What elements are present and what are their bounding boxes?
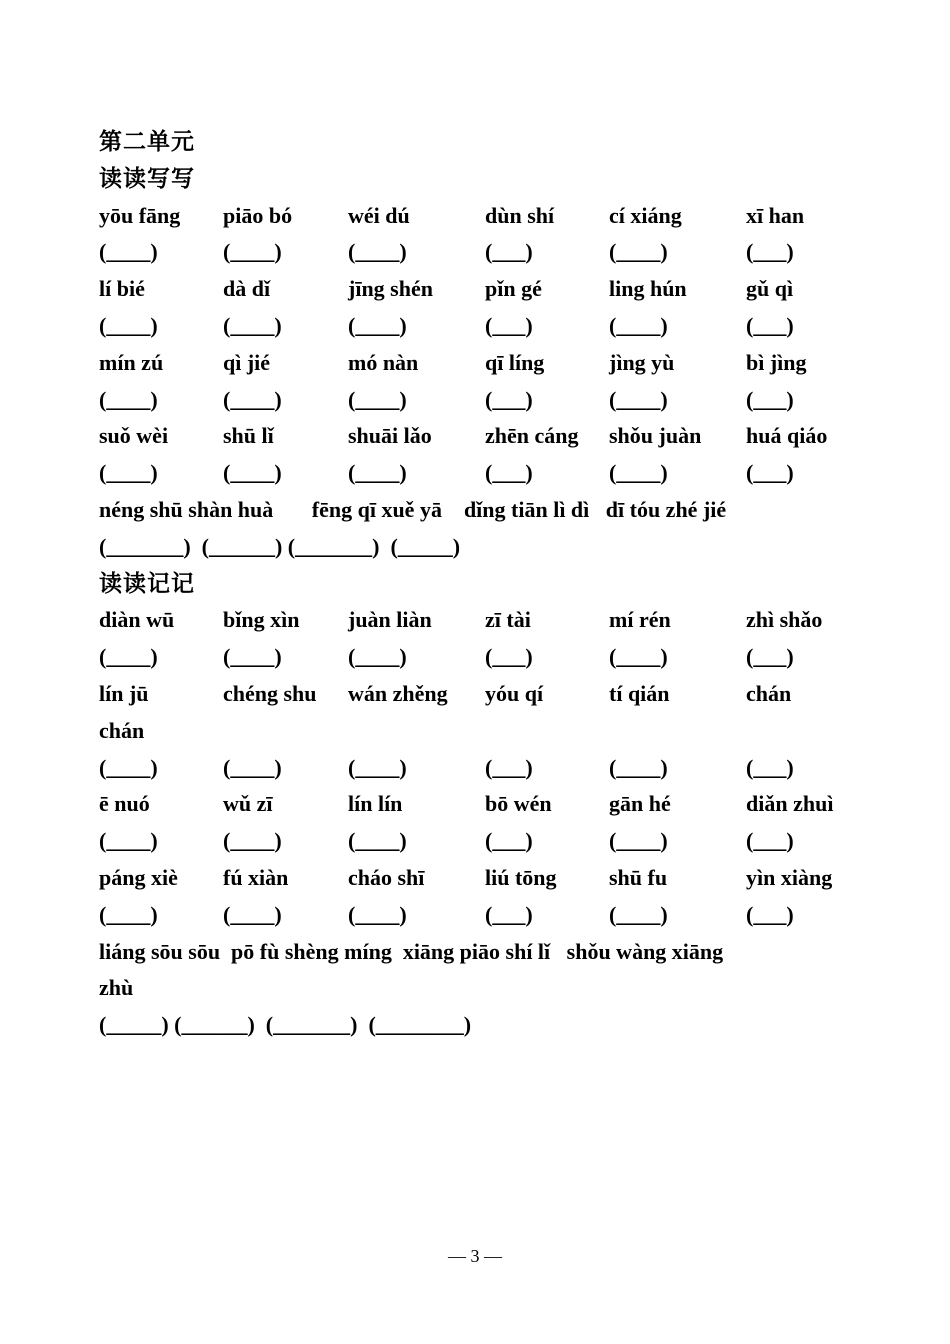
- pinyin-word: mó nàn: [348, 349, 419, 375]
- pinyin-word: yìn xiàng: [746, 864, 833, 890]
- answer-blank[interactable]: (___): [746, 312, 794, 338]
- answer-blank[interactable]: (____): [609, 901, 668, 927]
- pinyin-word: shuāi lǎo: [348, 423, 432, 449]
- answer-blank[interactable]: (____): [348, 828, 407, 854]
- answer-blank[interactable]: (___): [485, 312, 533, 338]
- answer-blank[interactable]: (____): [223, 239, 282, 265]
- answer-blank[interactable]: (___): [746, 386, 794, 412]
- word-row: [99, 271, 859, 308]
- word-row: [99, 308, 859, 345]
- pinyin-word: lín lín: [348, 791, 403, 817]
- answer-blank[interactable]: (___): [485, 754, 533, 780]
- pinyin-word: gān hé: [609, 791, 671, 817]
- pinyin-word: qì jié: [223, 349, 271, 375]
- answer-blank[interactable]: (____): [609, 754, 668, 780]
- answer-blank[interactable]: (____): [223, 386, 282, 412]
- pinyin-word: diàn wū: [99, 607, 175, 633]
- answer-blank[interactable]: (____): [99, 386, 158, 412]
- answer-blank[interactable]: (___): [485, 386, 533, 412]
- word-row: [99, 897, 859, 934]
- pinyin-word: piāo bó: [223, 202, 293, 228]
- pinyin-word: xī han: [746, 202, 805, 228]
- word-row: [99, 750, 859, 787]
- answer-blank[interactable]: (___): [485, 644, 533, 670]
- answer-blank[interactable]: (___): [485, 828, 533, 854]
- word-row: [99, 639, 859, 676]
- answer-blank[interactable]: (____): [223, 644, 282, 670]
- answer-blank[interactable]: (___): [746, 460, 794, 486]
- pinyin-word: chéng shu: [223, 680, 317, 706]
- answer-blank[interactable]: (____): [99, 754, 158, 780]
- unit-title: 第二单元: [99, 129, 195, 154]
- pinyin-word: jīng shén: [348, 276, 433, 302]
- pinyin-word: dùn shí: [485, 202, 555, 228]
- pinyin-word: chán: [746, 680, 792, 706]
- pinyin-word: shū fu: [609, 864, 668, 890]
- answer-blank[interactable]: (____): [99, 644, 158, 670]
- answer-blank[interactable]: (____): [609, 312, 668, 338]
- pinyin-word: qī líng: [485, 349, 545, 375]
- idioms-pinyin-line2: zhù: [99, 975, 134, 1001]
- pinyin-word: zhì shǎo: [746, 607, 823, 633]
- word-row: [99, 234, 859, 271]
- pinyin-word: bǐng xìn: [223, 607, 300, 633]
- pinyin-word: fú xiàn: [223, 864, 289, 890]
- answer-blank[interactable]: (___): [746, 644, 794, 670]
- pinyin-word: huá qiáo: [746, 423, 828, 449]
- section2-idioms-cont: [99, 970, 859, 1007]
- pinyin-word: suǒ wèi: [99, 423, 169, 449]
- page-number: — 3 —: [448, 1246, 502, 1266]
- idiom-blanks: (_____) (______) (_______) (________): [99, 1012, 472, 1038]
- pinyin-word: wéi dú: [348, 202, 410, 228]
- word-row: [99, 860, 859, 897]
- answer-blank[interactable]: (____): [609, 239, 668, 265]
- pinyin-word: jìng yù: [609, 349, 675, 375]
- pinyin-word: liú tōng: [485, 864, 557, 890]
- answer-blank[interactable]: (___): [485, 460, 533, 486]
- pinyin-word: yóu qí: [485, 680, 544, 706]
- answer-blank[interactable]: (____): [609, 460, 668, 486]
- answer-blank[interactable]: (____): [99, 239, 158, 265]
- answer-blank[interactable]: (____): [223, 754, 282, 780]
- answer-blank[interactable]: (___): [746, 828, 794, 854]
- answer-blank[interactable]: (____): [99, 312, 158, 338]
- answer-blank[interactable]: (___): [746, 754, 794, 780]
- word-row: [99, 786, 859, 823]
- pinyin-word: cháo shī: [348, 864, 425, 890]
- pinyin-word: shǒu juàn: [609, 423, 702, 449]
- answer-blank[interactable]: (____): [609, 644, 668, 670]
- pinyin-word: tí qián: [609, 680, 670, 706]
- answer-blank[interactable]: (___): [485, 901, 533, 927]
- word-row: [99, 382, 859, 419]
- answer-blank[interactable]: (____): [348, 460, 407, 486]
- answer-blank[interactable]: (____): [223, 828, 282, 854]
- section1-idioms: [99, 492, 859, 529]
- pinyin-word: zhēn cáng: [485, 423, 579, 449]
- answer-blank[interactable]: (____): [348, 644, 407, 670]
- pinyin-word: páng xiè: [99, 864, 178, 890]
- pinyin-word: wǔ zī: [223, 791, 273, 817]
- word-row: [99, 676, 859, 713]
- idiom-blanks: (_______) (______) (_______) (_____): [99, 533, 461, 559]
- section2-grid-a: [99, 602, 859, 712]
- section2-idiom-blanks: [99, 1007, 859, 1044]
- answer-blank[interactable]: (____): [609, 386, 668, 412]
- answer-blank[interactable]: (____): [99, 828, 158, 854]
- section2-idioms: [99, 934, 859, 971]
- answer-blank[interactable]: (____): [348, 386, 407, 412]
- answer-blank[interactable]: (____): [348, 754, 407, 780]
- section-title-read-remember: 读读记记: [99, 570, 195, 596]
- answer-blank[interactable]: (____): [609, 828, 668, 854]
- pinyin-word: gǔ qì: [746, 276, 794, 302]
- pinyin-word: lí bié: [99, 276, 145, 302]
- pinyin-word: lín jū: [99, 680, 149, 706]
- answer-blank[interactable]: (____): [223, 312, 282, 338]
- pinyin-word: diǎn zhuì: [746, 791, 834, 817]
- idioms-pinyin-line1: liáng sōu sōu pō fù shèng míng xiāng piāo shí lǐ shǒu wàng xiāng: [99, 938, 724, 964]
- answer-blank[interactable]: (____): [348, 239, 407, 265]
- answer-blank[interactable]: (____): [348, 312, 407, 338]
- answer-blank[interactable]: (___): [746, 239, 794, 265]
- word-row: [99, 602, 859, 639]
- answer-blank[interactable]: (____): [99, 901, 158, 927]
- worksheet: [99, 124, 859, 1044]
- answer-blank[interactable]: (____): [223, 901, 282, 927]
- pinyin-word: bì jìng: [746, 349, 807, 375]
- pinyin-word: bō wén: [485, 791, 552, 817]
- answer-blank[interactable]: (____): [99, 460, 158, 486]
- pinyin-word: dà dǐ: [223, 276, 271, 302]
- word-row: [99, 455, 859, 492]
- word-row: [99, 418, 859, 455]
- pinyin-word: juàn liàn: [348, 607, 432, 633]
- word-row: [99, 823, 859, 860]
- pinyin-word: pǐn gé: [485, 276, 542, 302]
- pinyin-word: wán zhěng: [348, 680, 448, 706]
- section-title-read-write: 读读写写: [99, 165, 195, 191]
- answer-blank[interactable]: (___): [485, 239, 533, 265]
- pinyin-word: yōu fāng: [99, 202, 181, 228]
- pinyin-word: cí xiáng: [609, 202, 682, 228]
- pinyin-word: ling hún: [609, 276, 687, 302]
- pinyin-word: ē nuó: [99, 791, 150, 817]
- answer-blank[interactable]: (___): [746, 901, 794, 927]
- answer-blank[interactable]: (____): [348, 901, 407, 927]
- pinyin-word: mí rén: [609, 607, 671, 633]
- section1-idiom-blanks: [99, 529, 859, 566]
- section2-grid-b: [99, 750, 859, 934]
- wrapped-word: chán: [99, 717, 145, 743]
- section1-grid: [99, 198, 859, 492]
- pinyin-word: zī tài: [485, 607, 531, 633]
- answer-blank[interactable]: (____): [223, 460, 282, 486]
- idioms-pinyin: néng shū shàn huà fēng qī xuě yā dǐng tiān lì dì dī tóu zhé jié: [99, 496, 727, 522]
- section2-wrap-line: [99, 713, 859, 750]
- word-row: [99, 345, 859, 382]
- word-row: [99, 198, 859, 235]
- pinyin-word: shū lǐ: [223, 423, 274, 449]
- pinyin-word: mín zú: [99, 349, 164, 375]
